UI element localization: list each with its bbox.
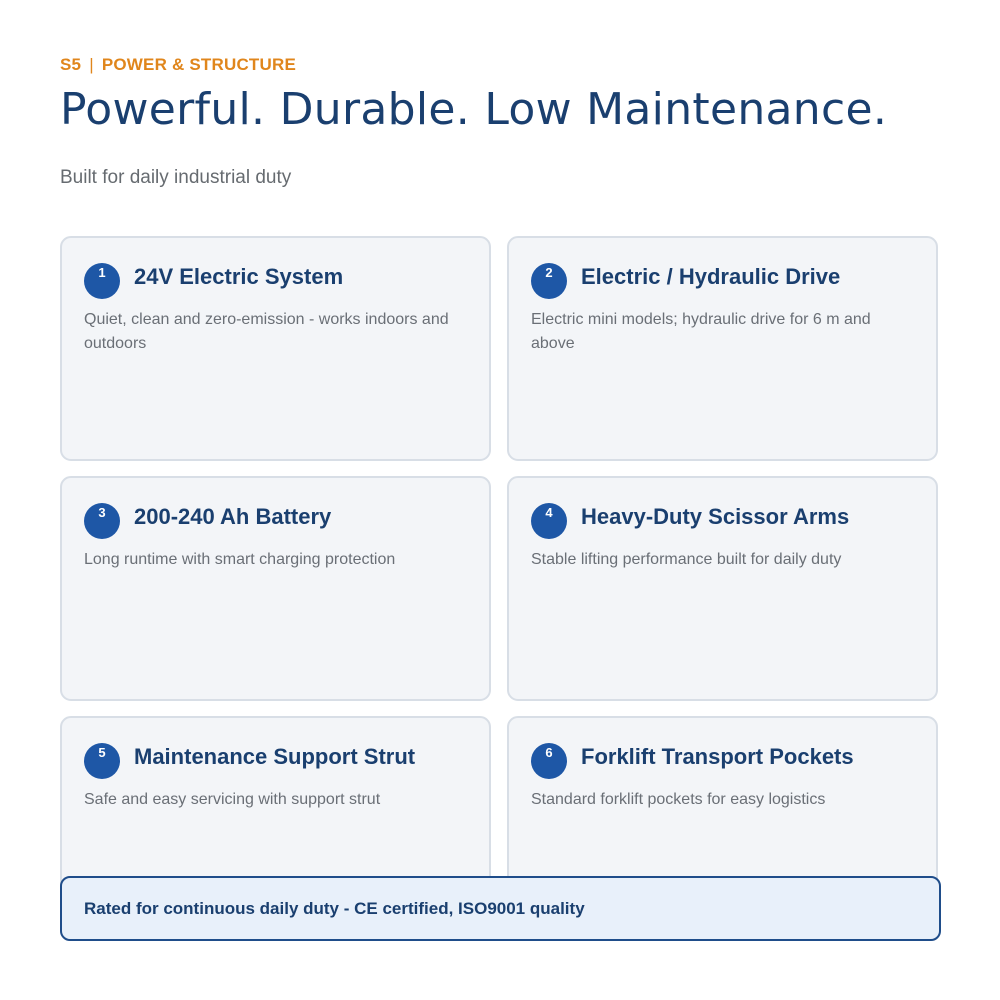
feature-title: 24V Electric System: [134, 264, 344, 289]
feature-description: Electric mini models; hydraulic drive for 6 m and above: [531, 311, 871, 352]
page-title: Powerful. Durable. Low Maintenance.: [60, 84, 888, 135]
feature-number-badge: 3: [84, 503, 120, 539]
feature-description: Safe and easy servicing with support strut: [84, 791, 381, 808]
feature-description: Stable lifting performance built for daily duty: [531, 551, 842, 568]
section-separator: |: [89, 55, 94, 74]
feature-title: Electric / Hydraulic Drive: [581, 264, 841, 289]
certification-text: Rated for continuous daily duty - CE certified, ISO9001 quality: [84, 899, 585, 918]
feature-number-badge: 5: [84, 743, 120, 779]
feature-card-scissor-arms: [507, 476, 938, 701]
feature-title: Heavy-Duty Scissor Arms: [581, 504, 850, 529]
feature-description: Standard forklift pockets for easy logistics: [531, 791, 826, 808]
feature-card-electric-system: [60, 236, 491, 461]
page-subtitle: Built for daily industrial duty: [60, 167, 292, 188]
section-code: S5: [60, 55, 82, 74]
feature-number-badge: 2: [531, 263, 567, 299]
feature-card-battery: [60, 476, 491, 701]
feature-number-badge: 1: [84, 263, 120, 299]
feature-description: Long runtime with smart charging protection: [84, 551, 396, 568]
feature-title: Forklift Transport Pockets: [581, 744, 854, 769]
feature-number-badge: 4: [531, 503, 567, 539]
section-name: POWER & STRUCTURE: [101, 55, 297, 74]
section-label: [60, 55, 296, 75]
feature-title: 200-240 Ah Battery: [134, 504, 332, 529]
feature-description: Quiet, clean and zero-emission - works indoors and outdoors: [84, 311, 449, 352]
certification-banner: [60, 876, 941, 941]
feature-number-badge: 6: [531, 743, 567, 779]
feature-title: Maintenance Support Strut: [134, 744, 416, 769]
feature-card-drive: [507, 236, 938, 461]
